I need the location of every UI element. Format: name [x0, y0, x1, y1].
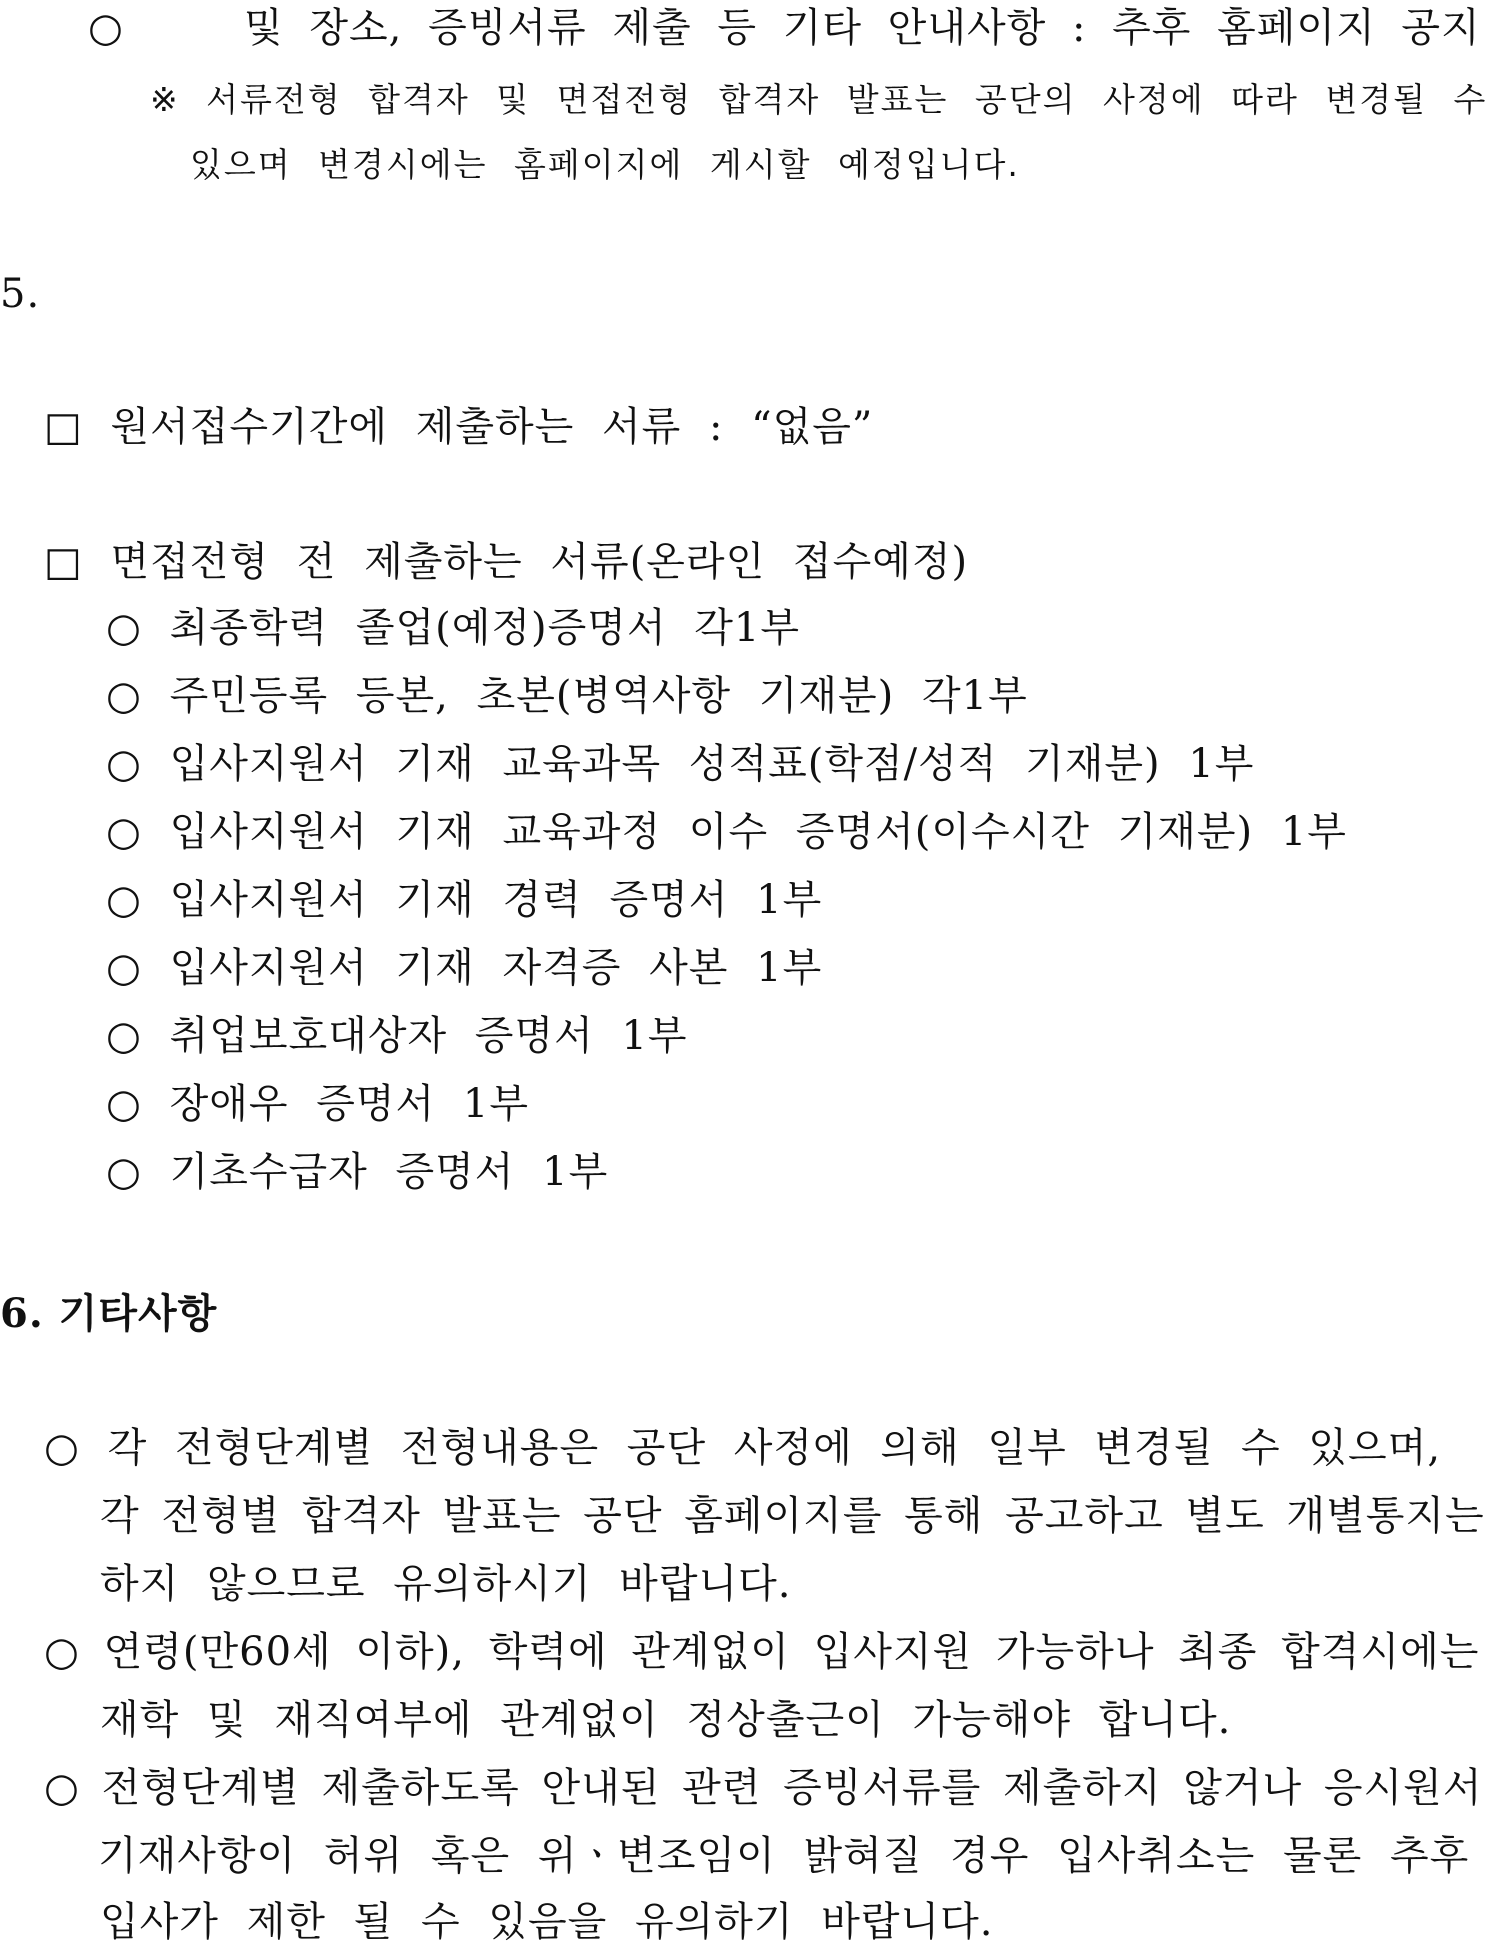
section-6-bullet-1-line-3: 하지 않으므로 유의하시기 바랍니다.: [100, 1561, 792, 1607]
list-item-basic-recipient: ○ 기초수급자 증명서 1부: [106, 1149, 609, 1195]
list-item-license-copy: ○ 입사지원서 기재 자격증 사본 1부: [106, 945, 823, 991]
section-6-bullet-1-line-1: ○ 각 전형단계별 전형내용은 공단 사정에 의해 일부 변경될 수 있으며,: [44, 1425, 1442, 1471]
list-item-transcript: ○ 입사지원서 기재 교육과목 성적표(학점/성적 기재분) 1부: [106, 741, 1255, 787]
section-5-number: 5.: [0, 271, 41, 317]
section-6-bullet-2-line-1: ○ 연령(만60세 이하), 학력에 관계없이 입사지원 가능하나 최종 합격시에는: [44, 1629, 1480, 1675]
top-notice-bullet: ○: [88, 5, 124, 51]
list-item-employment-protection: ○ 취업보호대상자 증명서 1부: [106, 1013, 688, 1059]
list-item-disability: ○ 장애우 증명서 1부: [106, 1081, 529, 1127]
list-item-resident-registration: ○ 주민등록 등본, 초본(병역사항 기재분) 각1부: [106, 673, 1028, 719]
docs-at-application: □ 원서접수기간에 제출하는 서류 : “없음”: [44, 404, 874, 450]
section-6-bullet-3-line-3: 입사가 제한 될 수 있음을 유의하기 바랍니다.: [100, 1899, 994, 1945]
section-6-title: 6. 기타사항: [0, 1290, 218, 1337]
top-notice-text: 및 장소, 증빙서류 제출 등 기타 안내사항 : 추후 홈페이지 공지: [244, 5, 1481, 51]
section-6-bullet-3-line-2: 기재사항이 허위 혹은 위ㆍ변조임이 밝혀질 경우 입사취소는 물론 추후: [98, 1833, 1470, 1879]
section-6-bullet-3-line-1: ○ 전형단계별 제출하도록 안내된 관련 증빙서류를 제출하지 않거나 응시원서: [44, 1765, 1483, 1811]
list-item-career-certificate: ○ 입사지원서 기재 경력 증명서 1부: [106, 877, 823, 923]
section-6-bullet-1-line-2: 각 전형별 합격자 발표는 공단 홈페이지를 통해 공고하고 별도 개별통지는: [100, 1493, 1485, 1539]
list-item-final-education: ○ 최종학력 졸업(예정)증명서 각1부: [106, 605, 801, 651]
list-item-course-completion: ○ 입사지원서 기재 교육과정 이수 증명서(이수시간 기재분) 1부: [106, 809, 1347, 855]
top-notice-note-line-2: 있으며 변경시에는 홈페이지에 게시할 예정입니다.: [190, 145, 1020, 184]
top-notice-note-line-1: ※ 서류전형 합격자 및 면접전형 합격자 발표는 공단의 사정에 따라 변경될 수: [150, 80, 1488, 119]
docs-before-interview: □ 면접전형 전 제출하는 서류(온라인 접수예정): [44, 539, 969, 585]
section-6-bullet-2-line-2: 재학 및 재직여부에 관계없이 정상출근이 가능해야 합니다.: [100, 1697, 1232, 1743]
